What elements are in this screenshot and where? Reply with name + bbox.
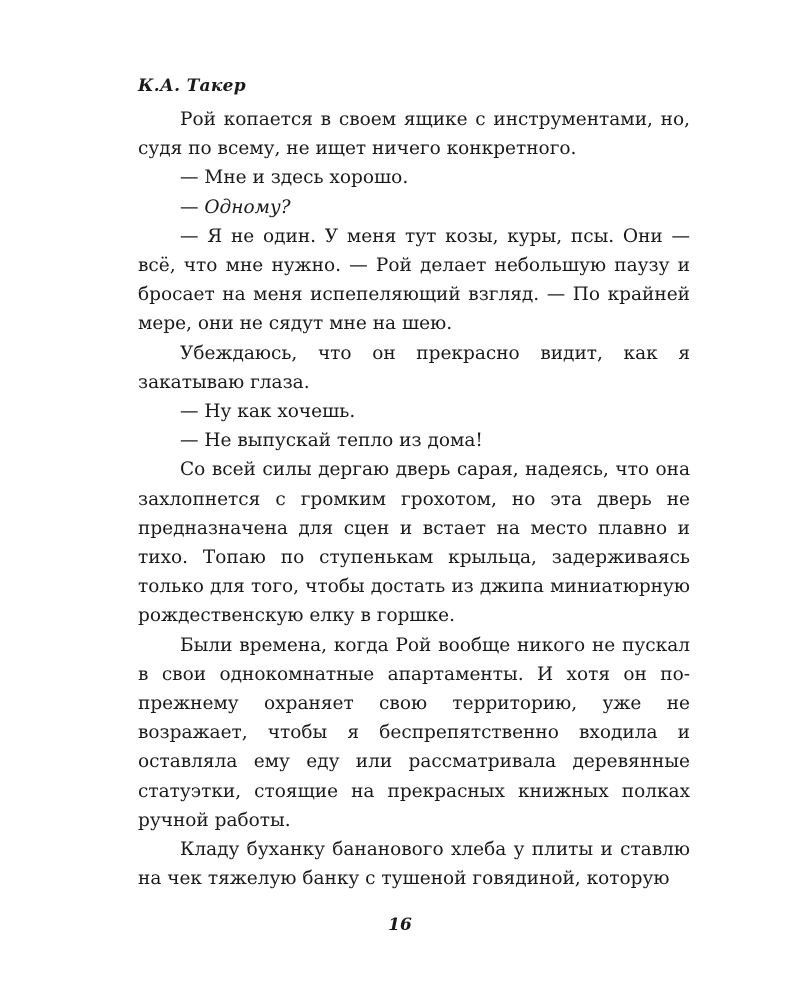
dash: — (180, 196, 205, 218)
italic-text: Одному? (204, 196, 291, 218)
paragraph: — Я не один. У меня тут козы, куры, псы. Они — всё, что мне нужно. — Рой делает небольшую паузу и бросает на меня испепеляющий взгляд. — По крайней мере, они не сядут мне на шею. (138, 225, 690, 335)
paragraph: Кладу буханку бананового хлеба у плиты и ставлю на чек тяжелую банку с тушеной говядиной, которую (138, 839, 690, 890)
paragraph-italic-reply (138, 193, 690, 222)
paragraph: — Не выпускай тепло из дома! (180, 430, 483, 452)
paragraph: — Ну как хочешь. (180, 401, 356, 423)
paragraph: Со всей силы дергаю дверь сарая, надеясь, что она захлопнется с громким грохотом, но эта дверь не предназначена для сцен и встает на место плавно и тихо. Топаю по ступенькам крыльца, задерживаясь только для того, чтобы достать из джипа миниатюрную рождественскую елку в горшке. (138, 459, 690, 627)
paragraph: Рой копается в своем ящике с инструментами, но, судя по всему, не ищет ничего конкретного. (138, 109, 690, 160)
paragraph: Убеждаюсь, что он прекрасно видит, как я закатываю глаза. (138, 342, 690, 393)
page-number: 16 (388, 915, 412, 935)
paragraph: — Мне и здесь хорошо. (180, 167, 409, 189)
body-text (138, 105, 690, 893)
paragraph: Были времена, когда Рой вообще никого не пускал в свои однокомнатные апартаменты. И хотя он по-прежнему охраняет свою территорию, уже не возражает, чтобы я беспрепятственно входила и оставляла ему еду или рассматривала деревянные статуэтки, стоящие на прекрасных книжных полках ручной работы. (138, 634, 690, 831)
running-title: К.А. Такер (138, 76, 246, 96)
